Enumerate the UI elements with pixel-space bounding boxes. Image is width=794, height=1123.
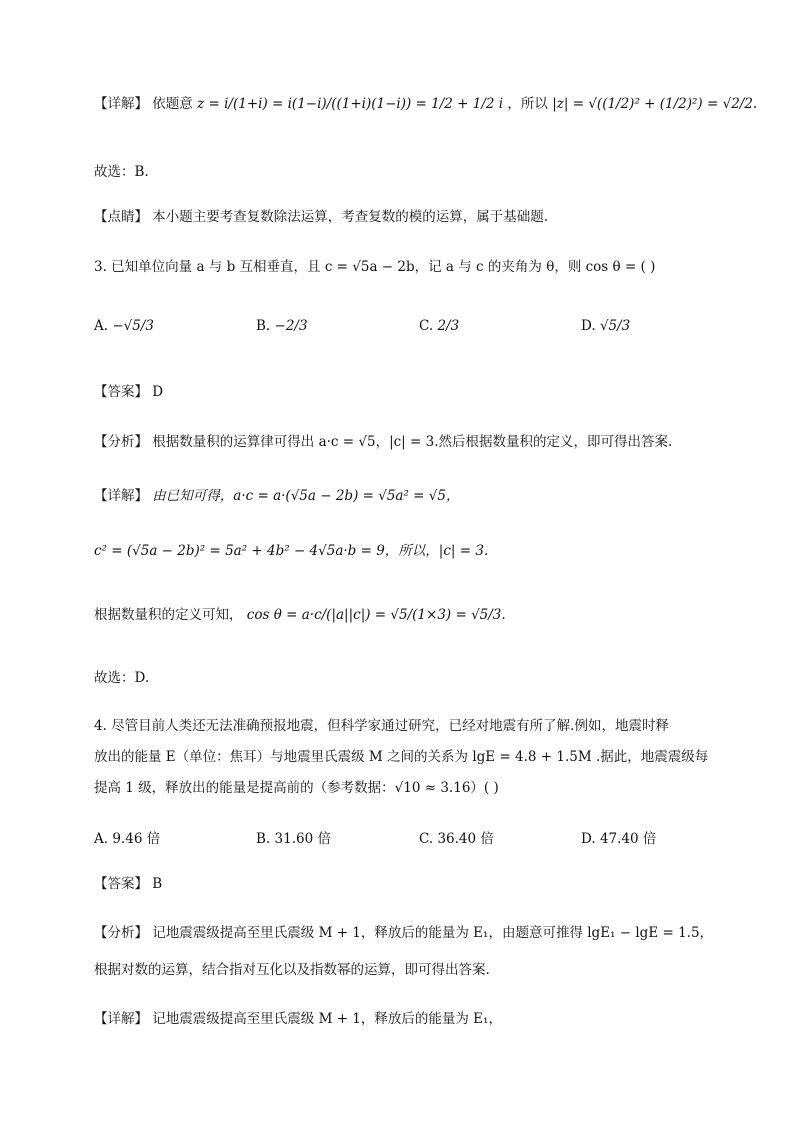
q4-option-c: [419, 827, 494, 847]
section-tag: 【详解】: [94, 488, 148, 504]
answer-value: B: [152, 876, 163, 892]
choice-line: 故选：B.: [94, 164, 149, 180]
option-value: √5/3: [599, 318, 631, 334]
q4-option-a: [94, 827, 160, 847]
modulus-expression: |z| = √((1/2)² + (1/2)²) = √2/2.: [552, 96, 758, 112]
option-label: A.: [94, 318, 109, 334]
solution-paragraph: [94, 92, 757, 112]
answer-3: [94, 380, 163, 400]
answer-value: D: [152, 384, 164, 400]
section-tag: 【分析】: [94, 434, 148, 450]
q4-option-b: [256, 827, 331, 847]
detail-expression: 由已知可得，a·c = a·(√5a − 2b) = √5a² = √5，: [152, 488, 460, 504]
section-tag: 【答案】: [94, 876, 148, 892]
detail-expression: c² = (√5a − 2b)² = 5a² + 4b² − 4√5a·b = 9，所以，|c| = 3.: [94, 543, 489, 559]
section-tag: 【分析】: [94, 925, 148, 941]
answer-4: [94, 872, 162, 892]
option-value: 31.60 倍: [274, 831, 331, 847]
choice-line: 故选：D.: [94, 670, 150, 686]
section-tag: 【详解】: [94, 1011, 148, 1027]
q4-option-d: [581, 827, 656, 847]
complex-expression: z = i/(1+i) = i(1−i)/((1+i)(1−i)) = 1/2 + 1/2 i: [197, 96, 504, 112]
analysis-text: 根据数量积的运算律可得出 a·c = √5，|c| = 3.然后根据数量积的定义，即可得出答案.: [152, 434, 673, 450]
option-value: −2/3: [274, 318, 308, 334]
analysis-text: 记地震震级提高至里氏震级 M + 1，释放后的能量为 E₁，由题意可推得 lgE₁ − lgE = 1.5，: [152, 925, 714, 941]
question-4-line-2: 放出的能量 E（单位：焦耳）与地震里氏震级 M 之间的关系为 lgE = 4.8 + 1.5M .据此，地震震级每: [94, 749, 709, 765]
question-3-stem: 3. 已知单位向量 a 与 b 互相垂直，且 c = √5a − 2b，记 a 与 c 的夹角为 θ，则 cos θ = ( ): [94, 259, 656, 275]
option-label: C.: [419, 318, 434, 334]
analysis-4-line-2: 根据对数的运算，结合指对互化以及指数幂的运算，即可得出答案.: [94, 962, 490, 978]
comment-paragraph: [94, 205, 548, 225]
option-value: 36.40 倍: [437, 831, 494, 847]
option-label: A.: [94, 831, 109, 847]
option-label: B.: [256, 831, 271, 847]
q3-option-b: [256, 318, 308, 334]
section-tag: 【详解】: [94, 96, 148, 112]
detail-3-line-3: [94, 603, 506, 623]
detail-expression: cos θ = a·c/(|a||c|) = √5/(1×3) = √5/3.: [246, 607, 506, 623]
question-4-line-3: 提高 1 级，释放出的能量是提高前的（参考数据：√10 ≈ 3.16）( ): [94, 780, 499, 796]
q3-option-a: [94, 318, 154, 334]
detail-3-line-1: [94, 484, 459, 504]
detail-4: [94, 1007, 502, 1027]
option-value: 47.40 倍: [599, 831, 657, 847]
solution-intro: 依题意: [152, 96, 193, 112]
option-value: −√5/3: [112, 318, 154, 334]
comment-text: 本小题主要考查复数除法运算，考查复数的模的运算，属于基础题.: [152, 209, 549, 225]
question-4-line-1: 4. 尽管目前人类还无法准确预报地震，但科学家通过研究，已经对地震有所了解.例如，地震时释: [94, 718, 669, 734]
option-label: D.: [581, 831, 596, 847]
section-tag: 【点睛】: [94, 209, 148, 225]
option-label: D.: [581, 318, 596, 334]
detail-text: 记地震震级提高至里氏震级 M + 1，释放后的能量为 E₁，: [152, 1011, 502, 1027]
option-label: C.: [419, 831, 434, 847]
q3-option-c: [419, 318, 459, 334]
solution-connector: ，所以: [507, 96, 548, 112]
option-value: 2/3: [437, 318, 460, 334]
q3-option-d: [581, 318, 630, 334]
detail-3-line-2: [94, 539, 488, 559]
detail-text: 根据数量积的定义可知，: [94, 607, 243, 623]
option-value: 9.46 倍: [112, 831, 161, 847]
analysis-3: [94, 430, 672, 450]
analysis-4-line-1: [94, 921, 713, 941]
option-label: B.: [256, 318, 271, 334]
section-tag: 【答案】: [94, 384, 148, 400]
